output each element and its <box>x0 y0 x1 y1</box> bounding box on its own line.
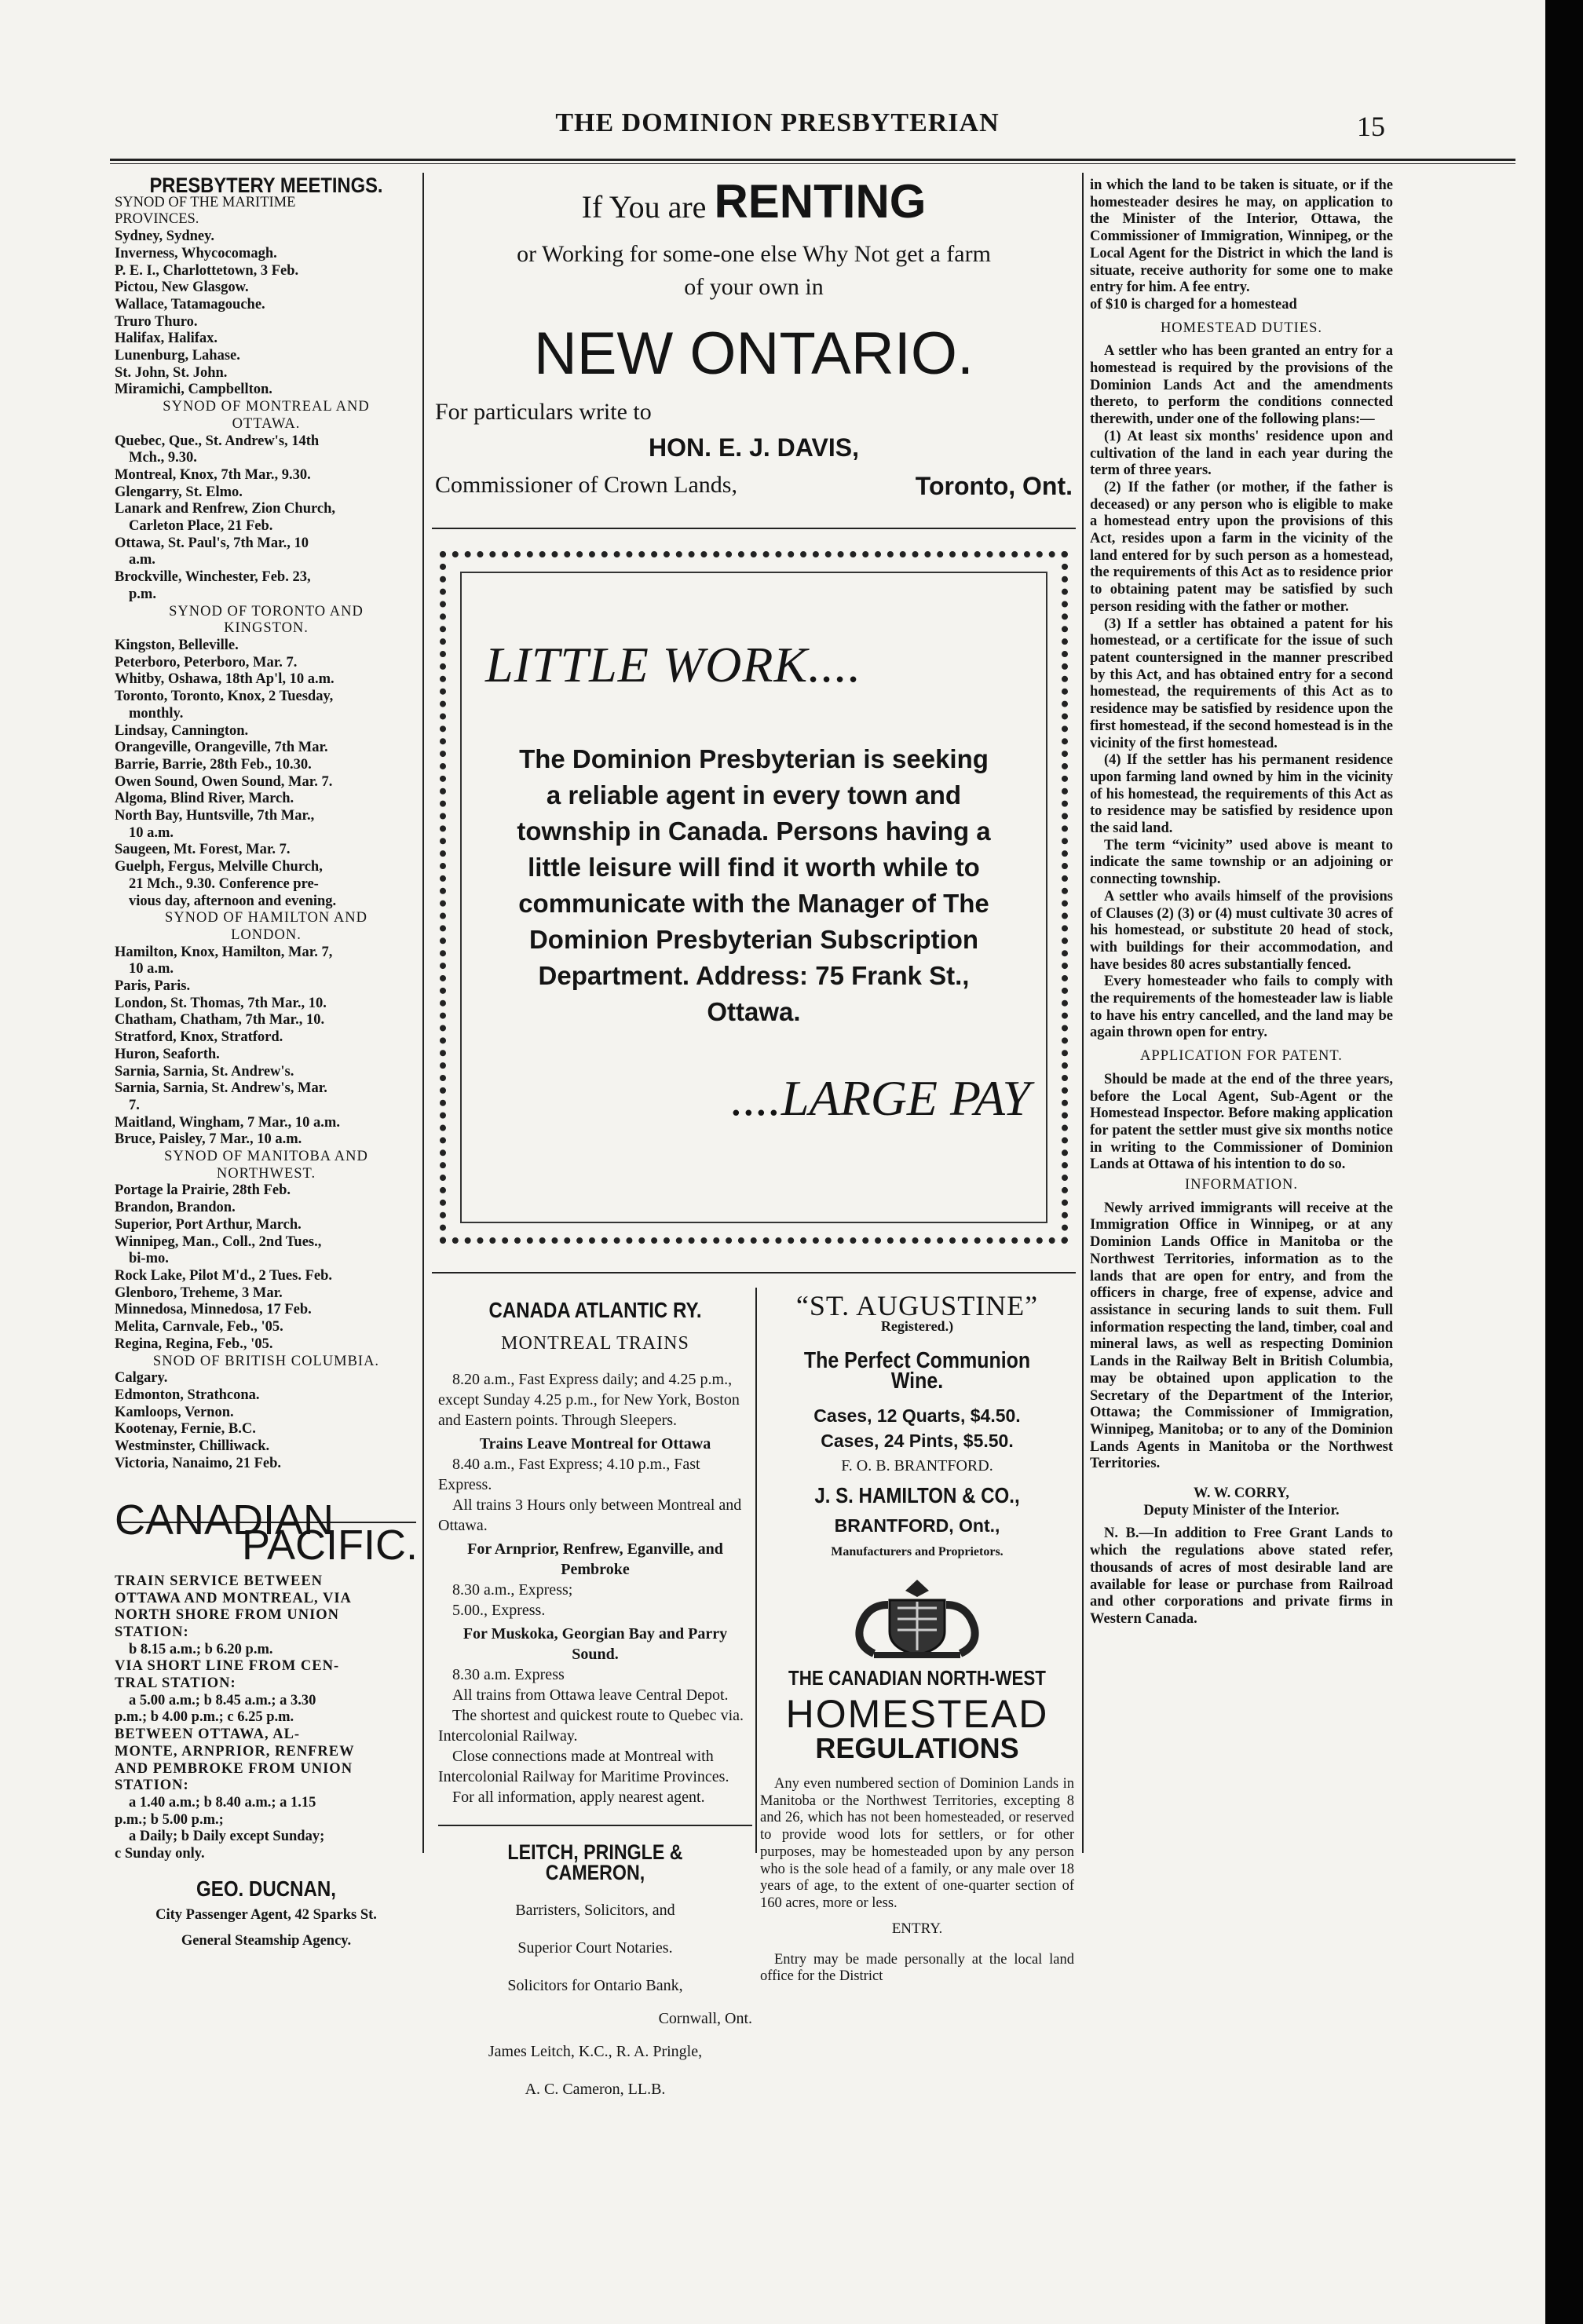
presbytery-line: Paris, Paris. <box>115 978 191 995</box>
presbytery-line: Sydney, Sydney. <box>115 228 214 245</box>
presbytery-line: Lanark and Renfrew, Zion Church, <box>115 501 335 517</box>
cp-schedule-line: MONTE, ARNPRIOR, RENFREW <box>115 1743 355 1759</box>
section-rule <box>432 528 1076 529</box>
section-rule <box>432 1272 1076 1273</box>
cp-schedule-line: AND PEMBROKE FROM UNION <box>115 1760 353 1777</box>
renting-prefix: If You are <box>581 189 707 225</box>
renting-particulars: For particulars write to <box>435 399 652 425</box>
homestead-text: The term “vicinity” used above is meant to indicate the same township or an adjoining or connecting township. <box>1090 837 1393 888</box>
presbytery-line: Minnedosa, Minnedosa, 17 Feb. <box>115 1302 312 1318</box>
railway-text: 5.00., Express. <box>452 1602 546 1619</box>
presbytery-line: OTTAWA. <box>232 415 301 432</box>
duties-heading: HOMESTEAD DUTIES. <box>1160 320 1323 336</box>
presbytery-line: Lunenburg, Lahase. <box>115 348 240 364</box>
presbytery-line: Huron, Seaforth. <box>115 1046 220 1062</box>
presbytery-list <box>115 195 418 1473</box>
cp-schedule-line: TRAIN SERVICE BETWEEN <box>115 1573 324 1589</box>
presbytery-line: Barrie, Barrie, 28th Feb., 10.30. <box>115 756 312 773</box>
presbytery-line: LONDON. <box>231 926 302 943</box>
presbytery-line: Westminster, Chilliwack. <box>115 1438 270 1455</box>
presbytery-line: SNOD OF BRITISH COLUMBIA. <box>152 1353 380 1369</box>
presbytery-line: Calgary. <box>115 1370 168 1387</box>
cp-agent-line: General Steamship Agency. <box>181 1933 352 1949</box>
masthead-title: THE DOMINION PRESBYTERIAN <box>555 108 1000 137</box>
cp-schedule-line: OTTAWA AND MONTREAL, VIA <box>115 1590 352 1606</box>
presbytery-line: SYNOD OF HAMILTON AND <box>165 910 367 926</box>
renting-advert <box>424 174 1084 501</box>
presbytery-line: Melita, Carnvale, Feb., '05. <box>115 1319 283 1336</box>
homestead-text: in which the land to be taken is situate, or if the homesteader desires he may, on application to the Minister of the Interior, Ottawa, the Commissioner of Immigration, Winnipeg, or the Local Agent for the District in which the land is situate, receive authority for some one to make entry for him. A fee entry. <box>1090 177 1393 296</box>
little-work-text: LITTLE WORK.... <box>485 637 862 692</box>
presbytery-line: bi-mo. <box>129 1251 169 1267</box>
cp-schedule-line: b 8.15 a.m.; b 6.20 p.m. <box>129 1641 273 1657</box>
railway-subheading-2: Trains Leave Montreal for Ottawa <box>479 1435 711 1452</box>
presbytery-column <box>115 174 418 1950</box>
presbytery-line: Kootenay, Fernie, B.C. <box>115 1421 256 1438</box>
presbytery-line: Victoria, Nanaimo, 21 Feb. <box>115 1455 282 1471</box>
presbytery-heading: PRESBYTERY MEETINGS. <box>149 174 383 197</box>
presbytery-line: North Bay, Huntsville, 7th Mar., <box>115 808 315 824</box>
railway-text: All trains from Ottawa leave Central Depot. <box>452 1686 729 1704</box>
agent-wanted-body: The Dominion Presbyterian is seeking a reliable agent in every town and township in Canada. Persons having a little leisure will find it worth while to communicate with the Manager of The Dominion Presbyterian Subscription Department. Address: 75 Frank St., Ottawa. <box>517 744 991 1026</box>
presbytery-line: Peterboro, Peterboro, Mar. 7. <box>115 654 298 671</box>
presbytery-line: Truro Thuro. <box>115 313 198 330</box>
presbytery-line: Winnipeg, Man., Coll., 2nd Tues., <box>115 1233 322 1250</box>
presbytery-line: Maitland, Wingham, 7 Mar., 10 a.m. <box>115 1114 340 1131</box>
renting-commissioner: Commissioner of Crown Lands, <box>435 472 737 498</box>
law-firm-line: James Leitch, K.C., R. A. Pringle, <box>488 2043 703 2060</box>
renting-line2: or Working for some-one else Why Not get a farm <box>517 241 991 267</box>
presbytery-line: SYNOD OF MONTREAL AND <box>163 399 370 415</box>
presbytery-line: Edmonton, Strathcona. <box>115 1387 260 1403</box>
presbytery-line: Guelph, Fergus, Melville Church, <box>115 859 323 875</box>
cp-title-line1: CANADIAN <box>115 1496 335 1544</box>
presbytery-line: Brandon, Brandon. <box>115 1200 236 1216</box>
signature-title: Deputy Minister of the Interior. <box>1143 1502 1340 1518</box>
cp-schedule-line: STATION: <box>115 1624 189 1640</box>
presbytery-line: SYNOD OF THE MARITIME <box>115 194 296 210</box>
presbytery-line: Bruce, Paisley, 7 Mar., 10 a.m. <box>115 1131 302 1148</box>
entry-heading: ENTRY. <box>891 1920 943 1937</box>
renting-line1 <box>424 174 1084 228</box>
presbytery-line: monthly. <box>129 705 184 722</box>
renting-place: NEW ONTARIO. <box>533 320 974 387</box>
scan-edge <box>1545 0 1583 2324</box>
homestead-text: N. B.—In addition to Free Grant Lands to which the regulations above stated refer, thousands of acres of most desirable land are available for lease or purchase from Railroad and other corporations and private firms in Western Canada. <box>1090 1526 1393 1627</box>
homestead-rules-column <box>1090 177 1393 1628</box>
presbytery-line: Quebec, Que., St. Andrew's, 14th <box>115 433 320 449</box>
presbytery-line: Saugeen, Mt. Forest, Mar. 7. <box>115 842 291 858</box>
presbytery-line: Superior, Port Arthur, March. <box>115 1216 302 1233</box>
presbytery-line: Montreal, Knox, 7th Mar., 9.30. <box>115 466 311 483</box>
header-rule <box>110 159 1515 161</box>
large-pay-text: ....LARGE PAY <box>730 1070 1030 1126</box>
page-header <box>0 104 1531 151</box>
homestead-text: (2) If the father (or mother, if the father is deceased) or any person who is eligible to make a homestead entry upon the provisions of this Act, resides upon a farm in the vicinity of the land entered for by such person as a homestead, the requirements of this Act as to residence prior to obtaining patent may be satisfied by such person residing with the father or mother. <box>1090 479 1393 615</box>
presbytery-line: Rock Lake, Pilot M'd., 2 Tues. Feb. <box>115 1268 333 1284</box>
wine-price-1: Cases, 12 Quarts, $4.50. <box>813 1405 1021 1426</box>
cp-schedule-line: c Sunday only. <box>115 1846 205 1862</box>
wine-registered: Registered.) <box>880 1318 954 1334</box>
presbytery-line: Mch., 9.30. <box>129 450 197 466</box>
presbytery-line: Carleton Place, 21 Feb. <box>129 518 273 535</box>
law-firm-line: Superior Court Notaries. <box>517 1939 673 1957</box>
cp-schedule-line: VIA SHORT LINE FROM CEN- <box>115 1658 340 1675</box>
presbytery-line: NORTHWEST. <box>216 1165 316 1182</box>
railway-text: 8.20 a.m., Fast Express daily; and 4.25 p.m., except Sunday 4.25 p.m., for New York, Boston and Eastern points. Through Sleepers. <box>438 1371 740 1429</box>
presbytery-line: London, St. Thomas, 7th Mar., 10. <box>115 995 327 1011</box>
presbytery-line: 7. <box>129 1097 140 1113</box>
presbytery-line: a.m. <box>129 552 155 568</box>
presbytery-line: KINGSTON. <box>224 620 309 637</box>
page-number: 15 <box>1357 111 1385 142</box>
presbytery-line: Hamilton, Knox, Hamilton, Mar. 7, <box>115 944 333 960</box>
cp-schedule-line: STATION: <box>115 1778 189 1794</box>
homestead-text: (3) If a settler has obtained a patent for his homestead, or a certificate for the issue of such patent countersigned in the manner prescribed by this Act, and has obtained entry for a second homestead, the requirements of this Act as to residence may be satisfied by residence upon the first homestead, if the second homestead is in the vicinity of the first homestead. <box>1090 616 1393 751</box>
railway-text: For all information, apply nearest agent. <box>452 1789 705 1806</box>
presbytery-line: Regina, Regina, Feb., '05. <box>115 1336 273 1352</box>
renting-city: Toronto, Ont. <box>915 472 1073 500</box>
wine-tagline: The Perfect Communion Wine. <box>803 1348 1031 1394</box>
cp-agent-line: City Passenger Agent, 42 Sparks St. <box>155 1906 377 1923</box>
law-firm-line: Cornwall, Ont. <box>658 2010 752 2027</box>
presbytery-line: 10 a.m. <box>129 824 174 841</box>
cp-title-line2: PACIFIC. <box>241 1522 418 1569</box>
wine-city: BRANTFORD, Ont., <box>834 1515 1000 1536</box>
entry-text: Entry may be made personally at the local land office for the District <box>760 1951 1074 1985</box>
presbytery-line: SYNOD OF MANITOBA AND <box>164 1149 368 1165</box>
homestead-text: (4) If the settler has his permanent residence upon farming land owned by him in the vicinity of his homestead, the requirements of this Act as to residence may be satisfied by residence upon the said land. <box>1090 752 1393 837</box>
agent-wanted-box <box>440 551 1068 1244</box>
homestead-text: of $10 is charged for a homestead <box>1090 296 1297 312</box>
renting-keyword: RENTING <box>714 175 927 228</box>
presbytery-line: Kingston, Belleville. <box>115 637 239 653</box>
cp-schedule-line: BETWEEN OTTAWA, AL- <box>115 1727 301 1743</box>
presbytery-line: Sarnia, Sarnia, St. Andrew's. <box>115 1063 294 1080</box>
railway-subheading-4: For Muskoka, Georgian Bay and Parry Sound. <box>462 1625 728 1663</box>
law-firm-line: A. C. Cameron, LL.B. <box>525 2081 666 2098</box>
presbytery-line: Orangeville, Orangeville, 7th Mar. <box>115 740 328 756</box>
presbytery-line: Halifax, Halifax. <box>115 331 218 347</box>
railway-text: 8.30 a.m. Express <box>452 1666 565 1683</box>
wine-price-2: Cases, 24 Pints, $5.50. <box>821 1431 1014 1451</box>
law-firm-name: LEITCH, PRINGLE & CAMERON, <box>507 1840 683 1884</box>
renting-commissioner-row <box>424 472 1084 501</box>
homestead-text: Any even numbered section of Dominion Lands in Manitoba or the Northwest Territories, excepting 8 and 26, which has not been homesteaded, or reserved to provide wood lots for settlers, or for other purposes, may be homesteaded upon by any person who is the sole head of a family, or any male over 18 years of age, to the extent of one-quarter section of 160 acres, more or less. <box>760 1776 1074 1911</box>
wine-firm: J. S. HAMILTON & CO., <box>814 1483 1020 1507</box>
wine-fob: F. O. B. BRANTFORD. <box>841 1457 993 1474</box>
presbytery-line: Kamloops, Vernon. <box>115 1404 234 1420</box>
railway-text: 8.40 a.m., Fast Express; 4.10 p.m., Fast Express. <box>438 1456 700 1493</box>
cp-schedule-line: NORTH SHORE FROM UNION <box>115 1607 340 1624</box>
regulations-title: REGULATIONS <box>815 1732 1019 1764</box>
homestead-text: Newly arrived immigrants will receive at the Immigration Office in Winnipeg, or at any Dominion Lands Office in Manitoba or the Northwest Territories, information as to the lands that are open for entry, and from the officers in charge, free of expense, advice and assistance in securing lands to suit them. Full information respecting the land, timber, coal and mineral laws, as well as respecting Dominion Lands in the Railway Belt in British Columbia, may be obtained upon application to the Secretary of the Department of the Interior, Ottawa; the Commissioner of Immigration, Winnipeg, Manitoba; or to any of the Dominion Lands Agents in Manitoba or the Northwest Territories. <box>1090 1200 1393 1472</box>
presbytery-line: 10 a.m. <box>129 961 174 977</box>
law-firm-line: Solicitors for Ontario Bank, <box>507 1977 683 1994</box>
header-rule-thin <box>110 163 1515 164</box>
presbytery-line: Toronto, Toronto, Knox, 2 Tuesday, <box>115 689 334 705</box>
homestead-text: A settler who has been granted an entry for a homestead is required by the provisions of the Dominion Lands Act and the amendments thereto, to perform the conditions connected therewith, under one of the following plans:— <box>1090 343 1393 428</box>
railway-subheading-3: For Arnprior, Renfrew, Eganville, and Pembroke <box>467 1540 723 1578</box>
railway-text: All trains 3 Hours only between Montreal and Ottawa. <box>438 1496 742 1534</box>
presbytery-line: Glengarry, St. Elmo. <box>115 484 243 500</box>
presbytery-line: Glenboro, Treheme, 3 Mar. <box>115 1284 283 1301</box>
coat-of-arms-icon <box>843 1573 992 1660</box>
presbytery-line: Sarnia, Sarnia, St. Andrew's, Mar. <box>115 1080 327 1097</box>
wine-title: “ST. AUGUSTINE” <box>795 1290 1039 1321</box>
homestead-text: A settler who avails himself of the provisions of Clauses (2) (3) or (4) must cultivate 30 acres of his homestead, or substitute 20 head of stock, with buildings for their accommodation, and have besides 80 acres substantially fenced. <box>1090 888 1393 973</box>
presbytery-line: vious day, afternoon and evening. <box>129 893 337 909</box>
presbytery-line: Lindsay, Cannington. <box>115 722 249 739</box>
presbytery-line: Inverness, Whycocomagh. <box>115 245 277 261</box>
presbytery-line: PROVINCES. <box>115 211 199 228</box>
nw-heading: THE CANADIAN NORTH-WEST <box>788 1666 1046 1690</box>
agent-wanted-inner <box>460 572 1047 1223</box>
railway-subheading: MONTREAL TRAINS <box>501 1333 689 1354</box>
wine-homestead-column <box>760 1290 1074 1986</box>
cp-schedule-line: a Daily; b Daily except Sunday; <box>129 1829 325 1845</box>
presbytery-line: Brockville, Winchester, Feb. 23, <box>115 569 311 586</box>
railway-text: Close connections made at Montreal with Intercolonial Railway for Maritime Provinces. <box>438 1748 729 1785</box>
information-heading: INFORMATION. <box>1184 1177 1299 1193</box>
renting-line3: of your own in <box>684 274 824 300</box>
cp-schedule-line: a 5.00 a.m.; b 8.45 a.m.; a 3.30 <box>129 1692 316 1708</box>
presbytery-line: Algoma, Blind River, March. <box>115 791 294 807</box>
presbytery-line: 21 Mch., 9.30. Conference pre- <box>129 875 319 892</box>
railway-heading: CANADA ATLANTIC RY. <box>488 1298 702 1322</box>
law-firm-line: Barristers, Solicitors, and <box>515 1902 675 1919</box>
presbytery-line: P. E. I., Charlottetown, 3 Feb. <box>115 262 299 279</box>
presbytery-line: Chatham, Chatham, 7th Mar., 10. <box>115 1012 325 1029</box>
presbytery-line: St. John, St. John. <box>115 364 228 381</box>
presbytery-line: Owen Sound, Owen Sound, Mar. 7. <box>115 773 333 790</box>
presbytery-line: p.m. <box>129 586 156 602</box>
railway-text: The shortest and quickest route to Quebec via. Intercolonial Railway. <box>438 1707 744 1745</box>
cp-schedule-line: p.m.; b 5.00 p.m.; <box>115 1811 224 1828</box>
presbytery-line: Stratford, Knox, Stratford. <box>115 1029 283 1046</box>
cp-schedule <box>115 1573 418 1863</box>
presbytery-line: Miramichi, Campbellton. <box>115 382 272 398</box>
wine-makers: Manufacturers and Proprietors. <box>831 1545 1004 1558</box>
renting-contact-name: HON. E. J. DAVIS, <box>649 433 859 462</box>
presbytery-line: Pictou, New Glasgow. <box>115 280 249 296</box>
cp-agent-name: GEO. DUCNAN, <box>196 1876 336 1901</box>
railway-column <box>438 1300 752 2099</box>
homestead-title: HOMESTEAD <box>785 1692 1049 1736</box>
signature-name: W. W. CORRY, <box>1194 1485 1289 1502</box>
presbytery-line: Portage la Prairie, 28th Feb. <box>115 1182 291 1199</box>
cp-schedule-line: a 1.40 a.m.; b 8.40 a.m.; a 1.15 <box>129 1794 316 1811</box>
railway-text: 8.30 a.m., Express; <box>452 1581 573 1599</box>
homestead-text: Should be made at the end of the three years, before the Local Agent, Sub-Agent or the Homestead Inspector. Before making application for patent the settler must give six months notice in writing to the Commissioner of Dominion Lands at Ottawa of his intention to do so. <box>1090 1071 1393 1173</box>
column-rule <box>755 1288 757 1853</box>
homestead-text: (1) At least six months' residence upon and cultivation of the land in each year during the term of three years. <box>1090 428 1393 479</box>
cp-schedule-line: p.m.; b 4.00 p.m.; c 6.25 p.m. <box>115 1709 294 1726</box>
presbytery-line: Wallace, Tatamagouche. <box>115 296 265 312</box>
cp-schedule-line: TRAL STATION: <box>115 1675 236 1692</box>
presbytery-line: Ottawa, St. Paul's, 7th Mar., 10 <box>115 535 309 551</box>
firm-rule <box>438 1825 752 1826</box>
presbytery-line: SYNOD OF TORONTO AND <box>169 603 364 619</box>
presbytery-line: Whitby, Oshawa, 18th Ap'l, 10 a.m. <box>115 671 335 688</box>
homestead-text: Every homesteader who fails to comply with the requirements of the homesteader law is liable to have his entry cancelled, and the land may be again thrown open for entry. <box>1090 974 1393 1041</box>
patent-heading: APPLICATION FOR PATENT. <box>1140 1048 1343 1065</box>
